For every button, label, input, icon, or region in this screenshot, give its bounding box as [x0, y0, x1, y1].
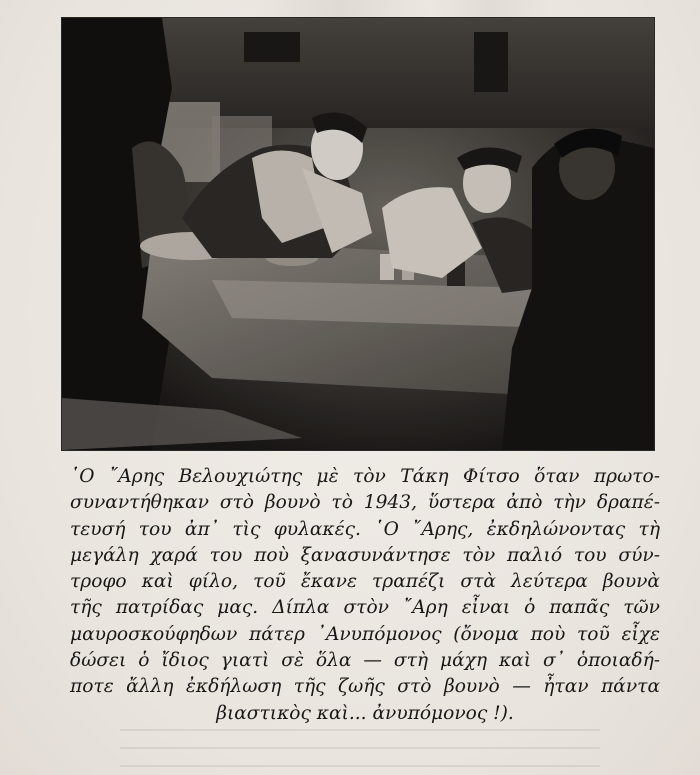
- caption-line-7: μαυροσκούφηδων πάτερ ᾽Ανυπόμονος (ὄνομα ποὺ τοῦ εἶχε: [70, 623, 660, 645]
- caption-line-10: βιαστικὸς καὶ... ἀνυπόμονος !).: [216, 702, 514, 724]
- photo-caption: [70, 464, 660, 727]
- caption-line-8: δώσει ὁ ἴδιος γιατὶ σὲ ὅλα — στὴ μάχη καὶ σ᾽ ὁποιαδή-: [70, 650, 660, 672]
- caption-line-1: ῾Ο ῎Αρης Βελουχιώτης μὲ τὸν Τάκη Φίτσο ὅταν πρωτο-: [70, 466, 660, 487]
- bleed-through-top: [250, 0, 550, 18]
- caption-line-9: ποτε ἄλλη ἐκδήλωση τῆς ζωῆς στὸ βουνὸ — ἦταν πάντα: [70, 676, 660, 698]
- historical-photograph: [62, 18, 654, 450]
- caption-line-3: τευσή του ἀπ᾽ τὶς φυλακές. ῾Ο ῎Αρης, ἐκδηλώνοντας τὴ: [70, 518, 660, 540]
- caption-line-4: μεγάλη χαρά του ποὺ ξανασυνάντησε τὸν παλιό του σύν-: [70, 544, 660, 566]
- photo-meeting-table-icon: [62, 18, 654, 450]
- caption-line-6: τῆς πατρίδας μας. Δίπλα στὸν ῎Αρη εἶναι ὁ παπᾶς τῶν: [70, 597, 660, 619]
- bleed-through-bottom: [120, 720, 600, 775]
- caption-line-2: συναντήθηκαν στὸ βουνὸ τὸ 1943, ὕστερα ἀπὸ τὴν δραπέ-: [70, 492, 660, 514]
- caption-line-5: τροφο καὶ φίλο, τοῦ ἔκανε τραπέζι στὰ λεύτερα βουνὰ: [70, 571, 660, 593]
